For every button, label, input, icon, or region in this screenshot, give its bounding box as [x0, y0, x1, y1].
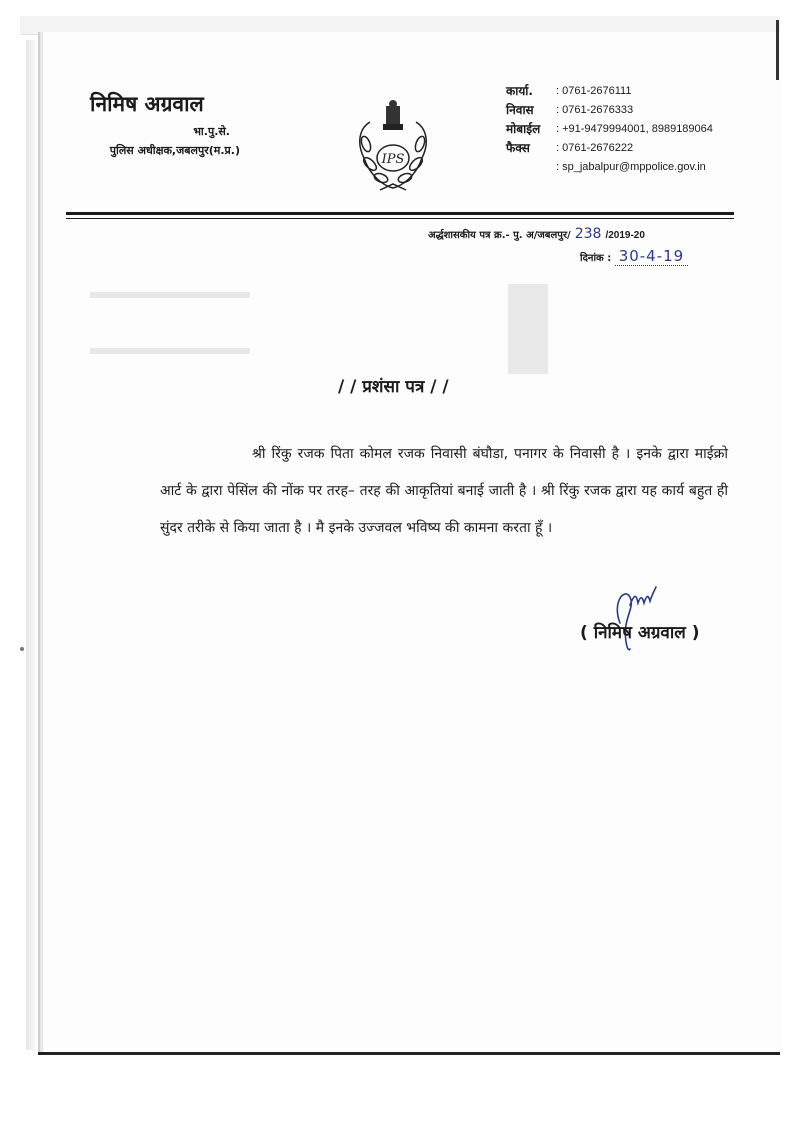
contact-block [506, 82, 713, 177]
contact-office [506, 82, 713, 101]
reference-year: /2019-20 [605, 230, 645, 241]
svg-text:IPS: IPS [381, 152, 405, 167]
reference-number: 238 [574, 226, 602, 242]
ips-emblem-icon [350, 98, 436, 198]
contact-mobile [506, 120, 713, 139]
header-divider-thin [66, 218, 734, 219]
letter-body [160, 436, 728, 547]
sender-block [60, 90, 240, 158]
paper-left-edge [26, 40, 36, 1050]
contact-value: : 0761-2676111 [556, 85, 632, 97]
contact-value: : sp_jabalpur@mppolice.gov.in [556, 161, 706, 173]
contact-label: फैक्स [506, 141, 530, 155]
date-label: दिनांक : [580, 253, 612, 264]
sender-name: निमिष अग्रवाल [90, 92, 204, 116]
scan-edge-mark [776, 20, 779, 80]
letter-body-text: श्री रिंकु रजक पिता कोमल रजक निवासी बंघौडा, पनागर के निवासी है । इनके द्वारा माईक्रो आर्ट के द्वारा पेसिंल की नोंक पर तरह– तरह की आकृतियां बनाई जाती है । श्री रिंकु रजक द्वारा यह कार्य बहुत ही सुंदर तरीके से किया जाता है । मै इनके उज्जवल भविष्य की कामना करता हूँ । [160, 446, 728, 536]
contact-value: : 0761-2676222 [556, 142, 634, 154]
contact-value: : 0761-2676333 [556, 104, 634, 116]
sender-designation: पुलिस अधीक्षक,जबलपुर(म.प्र.) [109, 144, 240, 157]
contact-email [506, 158, 713, 177]
contact-label: निवास [506, 103, 534, 117]
contact-label [506, 158, 556, 177]
date-value: 30-4-19 [615, 247, 689, 266]
reference-line [428, 226, 645, 242]
letter-title: / / प्रशंसा पत्र / / [338, 377, 449, 397]
contact-value: : +91-9479994001, 8989189064 [556, 123, 713, 135]
sender-service: भा.पु.से. [193, 125, 230, 138]
bleed-through-mark [508, 284, 768, 374]
page-bottom-edge [38, 1052, 780, 1055]
signatory-name: ( निमिष अग्रवाल ) [580, 623, 700, 643]
scan-speck [20, 647, 24, 651]
contact-residence [506, 101, 713, 120]
contact-label: मोबाईल [506, 122, 541, 136]
bleed-through-mark [90, 292, 250, 354]
date-line [580, 247, 688, 265]
contact-fax [506, 139, 713, 158]
header-divider [66, 212, 734, 215]
reference-prefix: अर्द्धशासकीय पत्र क्र.- पु. अ/जबलपुर/ [428, 230, 571, 241]
contact-label: कार्या. [506, 84, 533, 98]
